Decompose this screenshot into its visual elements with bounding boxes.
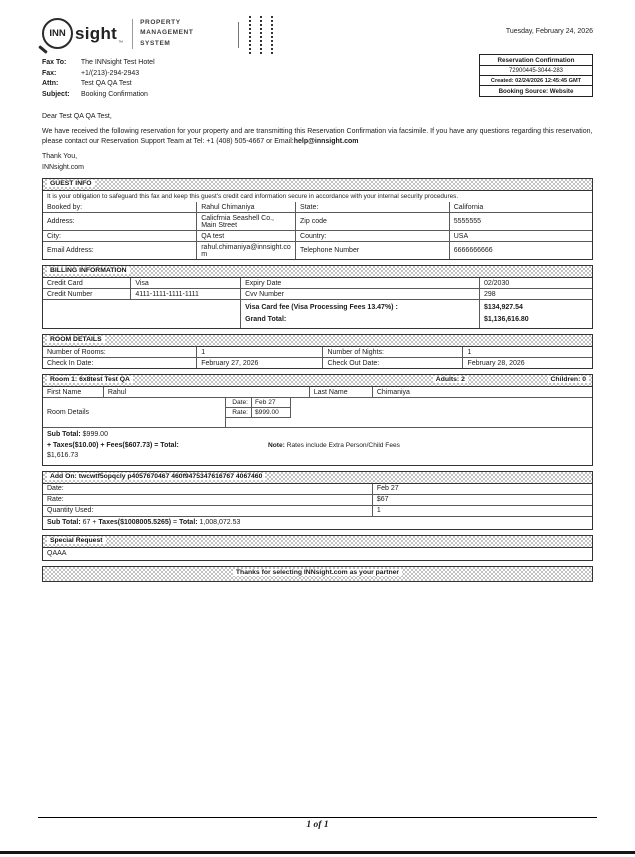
addon-rate-label: Rate: <box>43 494 372 505</box>
first-name-value: Rahul <box>103 387 309 397</box>
num-rooms-label: Number of Rooms: <box>43 347 197 358</box>
confirmation-created: Created: 02/24/2026 12:45:45 GMT <box>480 76 592 86</box>
guest-info-title: GUEST INFO <box>47 180 95 187</box>
page-bottom-edge <box>0 851 635 854</box>
document-date: Tuesday, February 24, 2026 <box>505 28 593 35</box>
subtotal-value: $999.00 <box>82 431 108 439</box>
tagline-line-2: MANAGEMENT <box>140 29 194 37</box>
rates-note <box>268 441 400 451</box>
grand-total-value: $1,136,616.80 <box>483 316 529 324</box>
attn-label: Attn: <box>42 80 59 87</box>
addon-total-label: Total: <box>179 519 198 527</box>
table-row <box>43 242 592 260</box>
country-value: USA <box>449 231 592 242</box>
letter-text: We have received the following reservation for your property and are transmitting this Reservation Confirmation via facsimile. If you have any questions regarding this reservation, please contact our Reservation Support Team at Tel: +1 (408) 505-4667 or Email: <box>42 127 593 145</box>
letter-body <box>42 112 593 173</box>
footer-thanks-label: Thanks for selecting INNsight.com as your partner <box>233 569 402 576</box>
addon-table <box>43 484 592 516</box>
checkin-label: Check In Date: <box>43 358 197 369</box>
letter-closing <box>42 152 593 172</box>
logo-inn-text: INN <box>49 28 66 39</box>
salutation: Dear Test QA QA Test, <box>42 113 112 120</box>
table-row <box>43 358 592 369</box>
table-row <box>43 202 592 213</box>
subject-label: Subject: <box>42 90 70 98</box>
credit-number-value: 4111-1111-1111-1111 <box>131 289 241 300</box>
num-rooms-value: 1 <box>197 347 323 358</box>
subject-value: Booking Confirmation <box>80 90 148 98</box>
city-value: QA test <box>197 231 296 242</box>
footer-thanks-text <box>43 569 592 576</box>
addon-subtotal-mid: 67 + <box>80 519 99 527</box>
num-nights-value: 1 <box>463 347 592 358</box>
checkin-value: February 27, 2026 <box>197 358 323 369</box>
grand-total-label: Grand Total: <box>245 316 287 324</box>
booked-by-label: Booked by: <box>43 202 197 213</box>
state-label: State: <box>296 202 450 213</box>
table-row <box>43 484 592 495</box>
table-row <box>43 494 592 505</box>
table-row <box>43 289 592 300</box>
fax-mark <box>260 16 262 54</box>
room1-section <box>42 374 593 466</box>
date-value: Feb 27 <box>251 397 291 408</box>
date-label: Date: <box>225 397 252 408</box>
room-details-section <box>42 334 593 369</box>
city-label: City: <box>43 231 197 242</box>
table-row <box>43 347 592 358</box>
fax-to-value: The INNsight Test Hotel <box>80 59 155 66</box>
tagline-line-1: PROPERTY <box>140 19 181 27</box>
room1-guest-table <box>43 387 592 397</box>
pager-divider <box>38 817 597 818</box>
billing-title: BILLING INFORMATION <box>47 267 130 274</box>
addon-total-value: 1,008,072.53 <box>197 519 241 527</box>
addon-rate-value: $67 <box>372 494 592 505</box>
addon-title: Add On: twcwtf5opqcly p4057670467 460f9475347616767 4067460 <box>47 473 265 480</box>
booking-source: Booking Source: Website <box>498 87 574 95</box>
fax-mark <box>271 16 273 54</box>
table-row <box>43 387 592 397</box>
checkout-value: February 28, 2026 <box>463 358 592 369</box>
email-label: Email Address: <box>43 242 197 260</box>
credit-number-label: Credit Number <box>43 289 131 300</box>
logo-sight-text: sight <box>75 23 118 43</box>
addon-quantity-label: Quantity Used: <box>43 505 372 516</box>
letter-paragraph <box>42 127 593 147</box>
rate-value: $999.00 <box>251 407 291 418</box>
billing-header <box>43 266 592 278</box>
fax-transmission-marks <box>238 16 273 56</box>
fax-to-label: Fax To: <box>42 59 67 66</box>
rate-mini-grid <box>226 398 291 427</box>
fee-labels-cell <box>241 300 480 329</box>
state-value: California <box>449 202 592 213</box>
rate-label: Rate: <box>225 407 252 418</box>
billing-section <box>42 265 593 329</box>
phone-value: 6666666666 <box>449 242 592 260</box>
room1-subtotal-block <box>43 427 592 465</box>
attn-value: Test QA QA Test <box>80 80 132 87</box>
room1-total-value: $1,616.73 <box>47 452 79 460</box>
fee-values-cell <box>479 300 592 329</box>
room1-header <box>43 375 592 387</box>
fax-header-row <box>42 58 593 110</box>
closing-brand: INNsight.com <box>42 163 85 171</box>
addon-date-label: Date: <box>43 484 372 495</box>
addon-eq: = <box>171 519 180 527</box>
fax-number-label: Fax: <box>42 69 57 77</box>
tagline-line-3: SYSTEM <box>140 39 171 47</box>
addon-taxes: Taxes($1008005.5265) <box>98 519 172 527</box>
addon-subtotal-line <box>43 516 592 529</box>
billing-empty-cell <box>43 300 241 329</box>
visa-fee-label: Visa Card fee (Visa Processing Fees 13.47%) : <box>245 303 398 311</box>
adults-count: Adults: 2 <box>433 376 468 383</box>
note-text: Rates include Extra Person/Child Fees <box>286 442 400 450</box>
booked-by-value: Rahul Chimaniya <box>197 202 296 213</box>
note-label: Note: <box>268 442 285 450</box>
zip-value: 5555555 <box>449 213 592 231</box>
visa-fee-value: $134,927.54 <box>483 303 523 311</box>
fax-mark <box>238 22 240 48</box>
country-label: Country: <box>296 231 450 242</box>
rate-row-empty-area <box>291 398 592 427</box>
support-email: help@innsight.com <box>293 137 359 145</box>
address-label: Address: <box>43 213 197 231</box>
billing-table <box>43 278 592 328</box>
last-name-value: Chimaniya <box>372 387 592 397</box>
logo-divider <box>132 19 133 49</box>
innsight-logo <box>42 18 193 49</box>
room-details-title: ROOM DETAILS <box>47 336 105 343</box>
expiry-value: 02/2030 <box>479 278 592 289</box>
addon-section <box>42 471 593 530</box>
table-row <box>43 231 592 242</box>
room-rate-row <box>43 397 592 427</box>
credit-card-value: Visa <box>131 278 241 289</box>
table-row <box>43 300 592 329</box>
addon-quantity-value: 1 <box>372 505 592 516</box>
guest-info-section <box>42 178 593 261</box>
special-request-section <box>42 535 593 561</box>
taxes-fees-line: + Taxes($10.00) + Fees($607.73) = Total: <box>47 441 179 449</box>
room-details-header <box>43 335 592 347</box>
first-name-label: First Name <box>43 387 103 397</box>
security-note: It is your obligation to safeguard this fax and keep this guest's credit card information secure in accordance with your internal security procedures. <box>47 192 459 200</box>
page-number: 1 of 1 <box>306 820 329 830</box>
cvv-label: Cvv Number <box>241 289 480 300</box>
zip-label: Zip code <box>296 213 450 231</box>
room-details-table <box>43 347 592 368</box>
closing-thanks: Thank You, <box>42 153 78 161</box>
last-name-label: Last Name <box>309 387 372 397</box>
num-nights-label: Number of Nights: <box>323 347 463 358</box>
addon-subtotal-label: Sub Total: <box>47 519 81 527</box>
checkout-label: Check Out Date: <box>323 358 463 369</box>
room-details-label: Room Details <box>43 398 226 427</box>
guest-info-table <box>43 202 592 259</box>
expiry-label: Expiry Date <box>241 278 480 289</box>
addon-date-value: Feb 27 <box>372 484 592 495</box>
table-row <box>43 505 592 516</box>
phone-label: Telephone Number <box>296 242 450 260</box>
email-value: rahul.chimaniya@innsight.com <box>197 242 296 260</box>
special-request-header <box>43 536 592 548</box>
room1-title: Room 1: 6x8test Test QA <box>47 376 133 383</box>
trademark-symbol: ™ <box>118 40 124 46</box>
reservation-confirmation-box <box>479 54 593 97</box>
fax-mark <box>249 16 251 54</box>
footer-thanks-bar <box>42 566 593 582</box>
special-request-value: QAAA <box>47 549 67 557</box>
document-header <box>42 16 593 58</box>
magnifier-logo-icon <box>42 18 73 49</box>
table-row <box>43 213 592 231</box>
table-row <box>43 278 592 289</box>
addon-header <box>43 472 592 484</box>
address-value: Calicfrnia Seashell Co., Main Street <box>197 213 296 231</box>
logo-tagline <box>140 18 193 48</box>
rate-mini-row <box>226 408 291 418</box>
special-request-title: Special Request <box>47 537 106 544</box>
room1-subtotal-line <box>47 430 588 441</box>
guest-info-header <box>43 179 592 191</box>
children-count: Children: 0 <box>548 376 590 383</box>
credit-card-label: Credit Card <box>43 278 131 289</box>
confirmation-number: 72900445-3044-283 <box>480 66 592 76</box>
subtotal-label: Sub Total: <box>47 431 81 439</box>
fax-number-value: +1/(213)-294-2943 <box>80 69 140 77</box>
cvv-value: 298 <box>479 289 592 300</box>
confirmation-title: Reservation Confirmation <box>480 55 592 66</box>
